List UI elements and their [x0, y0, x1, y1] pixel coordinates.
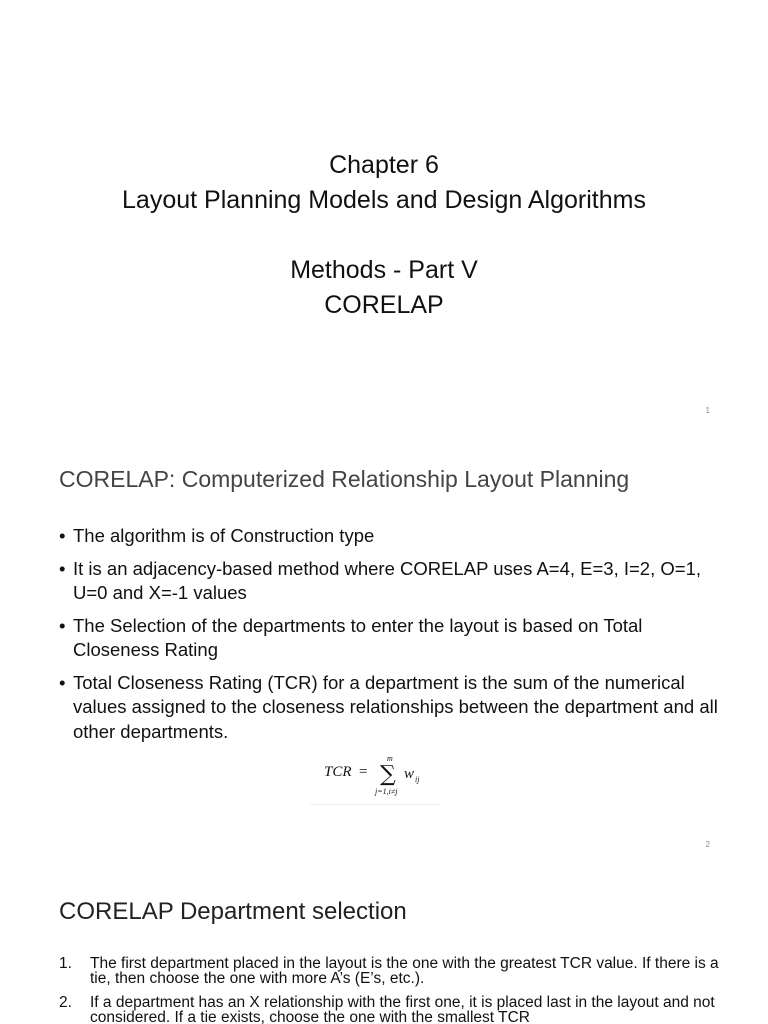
numbered-list	[59, 956, 719, 1024]
bullet-marker: •	[59, 671, 66, 693]
bullet-item	[59, 614, 719, 663]
item-text: The first department placed in the layout is the one with the greatest TCR value. If there is a tie, then choose the one with more A’s (E’s, etc.).	[90, 955, 719, 987]
formula-lower-limit: j=1,i≠j	[375, 787, 398, 796]
corelap-definition-slide	[0, 432, 768, 864]
formula-upper-limit: m	[387, 754, 393, 763]
bullet-text: Total Closeness Rating (TCR) for a department is the sum of the numerical values assigned to the closeness relationships between the department and all other departments.	[73, 671, 718, 742]
bullet-marker: •	[59, 525, 66, 546]
bullet-text: It is an adjacency-based method where CORELAP uses A=4, E=3, I=2, O=1, U=0 and X=-1 values	[73, 557, 701, 603]
item-number: 2.	[59, 994, 72, 1011]
chapter-title: Chapter 6	[329, 151, 439, 179]
tcr-formula	[310, 754, 440, 805]
formula-lhs: TCR	[324, 764, 352, 780]
formula-subscript: ij	[415, 775, 420, 784]
bullet-item	[59, 671, 719, 745]
department-selection-slide	[0, 864, 768, 1024]
numbered-item	[59, 956, 719, 986]
page-number: 2	[705, 840, 710, 849]
formula-sigma: ∑	[380, 762, 396, 787]
slide-title: CORELAP: Computerized Relationship Layout Planning	[59, 466, 630, 492]
bullet-marker: •	[59, 614, 66, 636]
page-number: 1	[705, 406, 710, 415]
bullet-text: The algorithm is of Construction type	[73, 525, 375, 546]
item-number: 1.	[59, 955, 72, 972]
part-title: Methods - Part V	[290, 256, 478, 284]
bullet-item	[59, 557, 719, 606]
bullet-item	[59, 524, 719, 549]
formula-term: w	[404, 766, 415, 782]
method-title: CORELAP	[324, 291, 444, 319]
chapter-subtitle: Layout Planning Models and Design Algorithms	[122, 186, 646, 214]
formula-equals: =	[359, 764, 368, 780]
bullet-marker: •	[59, 557, 66, 579]
bullet-text: The Selection of the departments to enter the layout is based on Total Closeness Rating	[73, 614, 643, 660]
title-slide	[0, 0, 768, 432]
title-block	[0, 148, 768, 323]
bullet-list	[59, 524, 719, 752]
item-text: If a department has an X relationship with the first one, it is placed last in the layout and not considered. If a tie exists, choose the one with the smallest TCR	[90, 994, 715, 1024]
numbered-item	[59, 995, 719, 1024]
slide-title: CORELAP Department selection	[59, 898, 407, 925]
